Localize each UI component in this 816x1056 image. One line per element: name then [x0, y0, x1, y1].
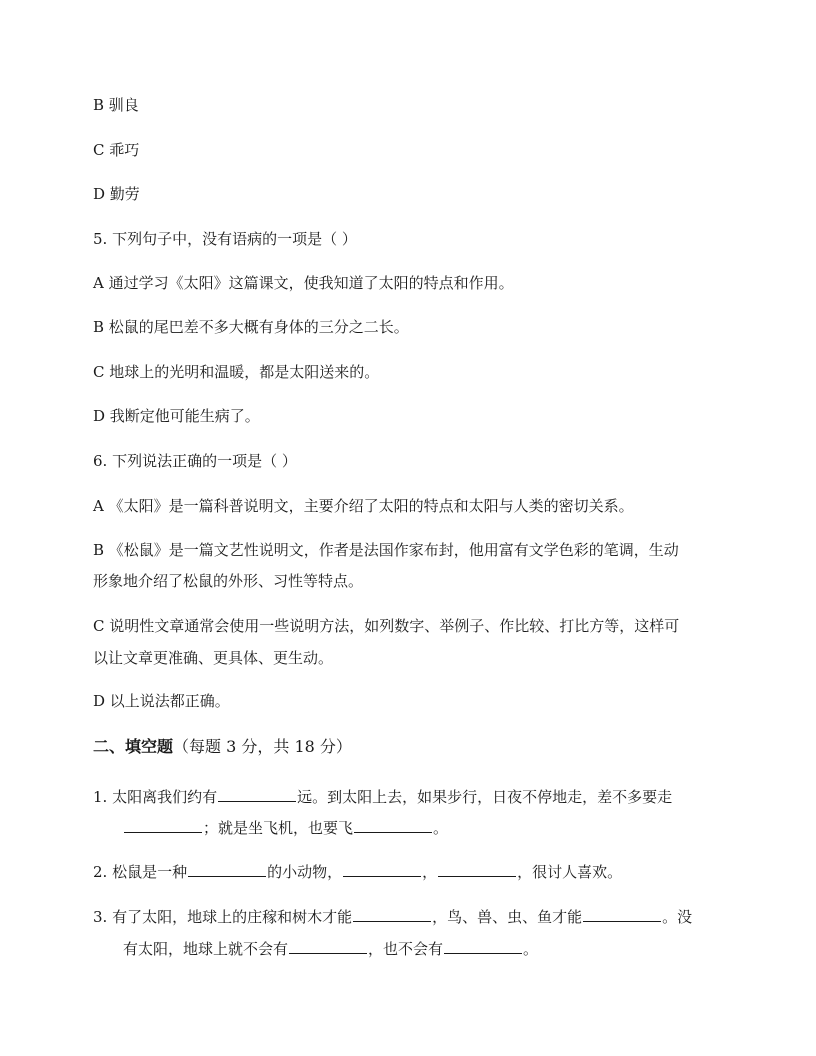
answer-blank[interactable]	[289, 938, 367, 954]
fill-q1-line2	[123, 817, 763, 838]
answer-blank[interactable]	[583, 906, 661, 922]
q5-stem: 5. 下列句子中，没有语病的一项是（ ）	[93, 230, 357, 248]
answer-blank[interactable]	[218, 786, 296, 802]
fill-q3-text-5: ，也不会有	[368, 940, 444, 958]
fill-q2-text-4: ，很讨人喜欢。	[517, 863, 623, 881]
fill-q3-text-6: 。	[523, 940, 539, 958]
fill-q2-text-1: 2. 松鼠是一种	[93, 863, 188, 881]
fill-q1-text-4: 。	[433, 819, 449, 837]
q4-option-b: B 驯良	[93, 96, 139, 114]
q5-option-c: C 地球上的光明和温暖，都是太阳送来的。	[93, 363, 380, 381]
q6-stem: 6. 下列说法正确的一项是（ ）	[93, 452, 297, 470]
fill-q2-text-2: 的小动物，	[267, 863, 343, 881]
answer-blank[interactable]	[188, 861, 266, 877]
q6-option-b-line1: B 《松鼠》是一篇文艺性说明文，作者是法国作家布封，他用富有文学色彩的笔调，生动	[93, 541, 679, 559]
fill-q1-text-2: 远。到太阳上去，如果步行，日夜不停地走，差不多要走	[297, 788, 673, 806]
fill-q2-text-3: ，	[422, 863, 438, 881]
answer-blank[interactable]	[343, 861, 421, 877]
q6-option-c-line2: 以让文章更准确、更具体、更生动。	[93, 649, 334, 667]
q5-option-a: A 通过学习《太阳》这篇课文，使我知道了太阳的特点和作用。	[93, 274, 514, 292]
q5-option-b: B 松鼠的尾巴差不多大概有身体的三分之二长。	[93, 318, 409, 336]
fill-q3-line1	[93, 906, 733, 927]
answer-blank[interactable]	[444, 938, 522, 954]
q6-option-b-line2: 形象地介绍了松鼠的外形、习性等特点。	[93, 572, 364, 590]
section-heading	[93, 736, 352, 758]
answer-blank[interactable]	[354, 817, 432, 833]
fill-q1-line1	[93, 786, 733, 807]
fill-q3-text-2: ，鸟、兽、虫、鱼才能	[432, 908, 583, 926]
q6-option-d: D 以上说法都正确。	[93, 692, 230, 710]
fill-q2-line1	[93, 861, 733, 882]
q5-option-d: D 我断定他可能生病了。	[93, 407, 260, 425]
section-title: 二、填空题	[93, 737, 174, 756]
section-note: （每题 3 分，共 18 分）	[173, 737, 352, 756]
fill-q3-line2	[123, 938, 763, 959]
fill-q1-text-3: ；就是坐飞机，也要飞	[203, 819, 354, 837]
q4-option-d: D 勤劳	[93, 185, 140, 203]
answer-blank[interactable]	[124, 817, 202, 833]
q6-option-c-line1: C 说明性文章通常会使用一些说明方法，如列数字、举例子、作比较、打比方等，这样可	[93, 617, 680, 635]
fill-q1-text-1: 1. 太阳离我们约有	[93, 788, 218, 806]
fill-q3-text-3: 。没	[662, 908, 693, 926]
answer-blank[interactable]	[353, 906, 431, 922]
fill-q3-text-1: 3. 有了太阳，地球上的庄稼和树木才能	[93, 908, 353, 926]
answer-blank[interactable]	[438, 861, 516, 877]
q4-option-c: C 乖巧	[93, 141, 140, 159]
q6-option-a: A 《太阳》是一篇科普说明文，主要介绍了太阳的特点和太阳与人类的密切关系。	[93, 497, 634, 515]
fill-q3-text-4: 有太阳，地球上就不会有	[123, 940, 289, 958]
